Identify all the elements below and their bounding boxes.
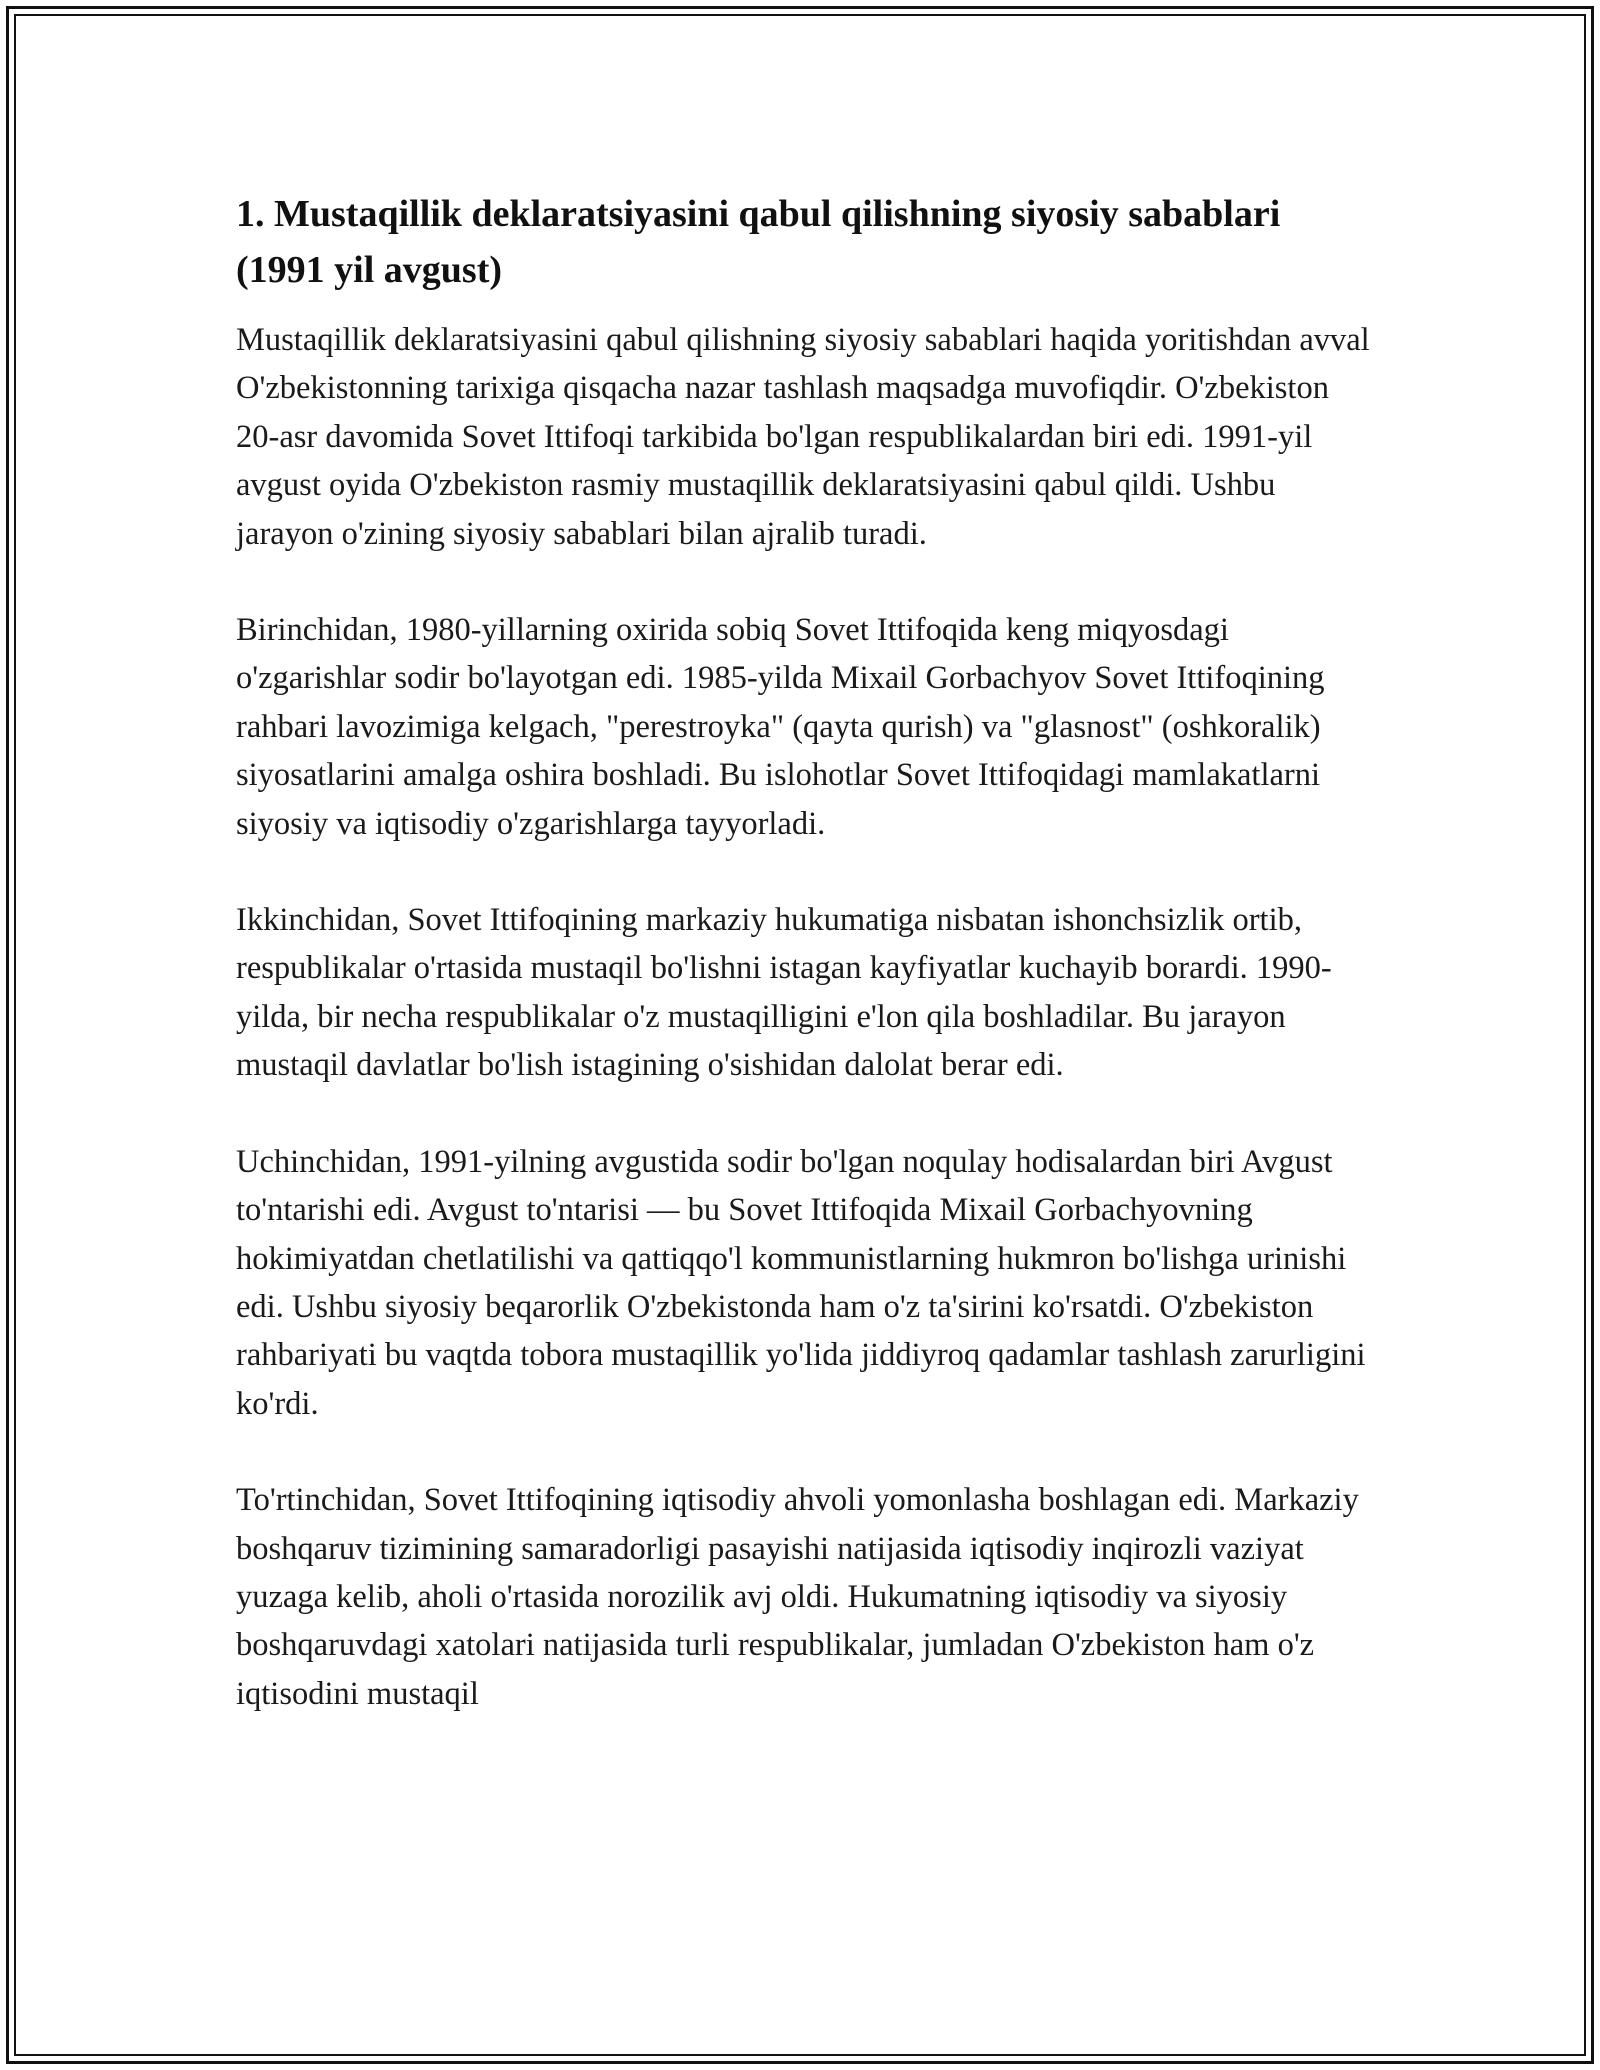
section-heading: 1. Mustaqillik deklaratsiyasini qabul qilishning siyosiy sabablari (1991 yil avgust) xyxy=(236,193,1281,291)
paragraph-first-reason: Birinchidan, 1980-yillarning oxirida sobiq Sovet Ittifoqida keng miqyosdagi o'zgarishlar sodir bo'layotgan edi. 1985-yilda Mixail Gorbachyov Sovet Ittifoqining rahbari lavozimiga kelgach, "perestroyka" (qayta qurish) va "glasnost" (oshkoralik) siyosatlarini amalga oshira boshladi. Bu islohotlar Sovet Ittifoqidagi mamlakatlarni siyosiy va iqtisodiy o'zgarishlarga tayyorladi. xyxy=(236,612,1325,842)
paragraph-fourth-reason: To'rtinchidan, Sovet Ittifoqining iqtisodiy ahvoli yomonlasha boshlagan edi. Markaziy boshqaruv tizimining samaradorligi pasayishi natijasida iqtisodiy inqirozli vaziyat yuzaga kelib, aholi o'rtasida norozilik avj oldi. Hukumatning iqtisodiy va siyosiy boshqaruvdagi xatolari natijasida turli respublikalar, jumladan O'zbekiston ham o'z iqtisodini mustaqil xyxy=(236,1482,1359,1712)
document-body xyxy=(236,186,1376,1718)
paragraph-second-reason: Ikkinchidan, Sovet Ittifoqining markaziy hukumatiga nisbatan ishonchsizlik ortib, respublikalar o'rtasida mustaqil bo'lishni istagan kayfiyatlar kuchayib borardi. 1990-yilda, bir necha respublikalar o'z mustaqilligini e'lon qila boshladilar. Bu jarayon mustaqil davlatlar bo'lish istagining o'sishidan dalolat berar edi. xyxy=(236,902,1332,1084)
paragraph-third-reason: Uchinchidan, 1991-yilning avgustida sodir bo'lgan noqulay hodisalardan biri Avgust to'ntarishi edi. Avgust to'ntarisi — bu Sovet Ittifoqida Mixail Gorbachyovning hokimiyatdan chetlatilishi va qattiqqo'l kommunistlarning hukmron bo'lishga urinishi edi. Ushbu siyosiy beqarorlik O'zbekistonda ham o'z ta'sirini ko'rsatdi. O'zbekiston rahbariyati bu vaqtda tobora mustaqillik yo'lida jiddiyroq qadamlar tashlash zarurligini ko'rdi. xyxy=(236,1143,1366,1422)
paragraph-intro: Mustaqillik deklaratsiyasini qabul qilishning siyosiy sabablari haqida yoritishdan avval O'zbekistonning tarixiga qisqacha nazar tashlash maqsadga muvofiqdir. O'zbekiston 20-asr davomida Sovet Ittifoqi tarkibida bo'lgan respublikalardan biri edi. 1991-yil avgust oyida O'zbekiston rasmiy mustaqillik deklaratsiyasini qabul qildi. Ushbu jarayon o'zining siyosiy sabablari bilan ajralib turadi. xyxy=(236,322,1370,552)
